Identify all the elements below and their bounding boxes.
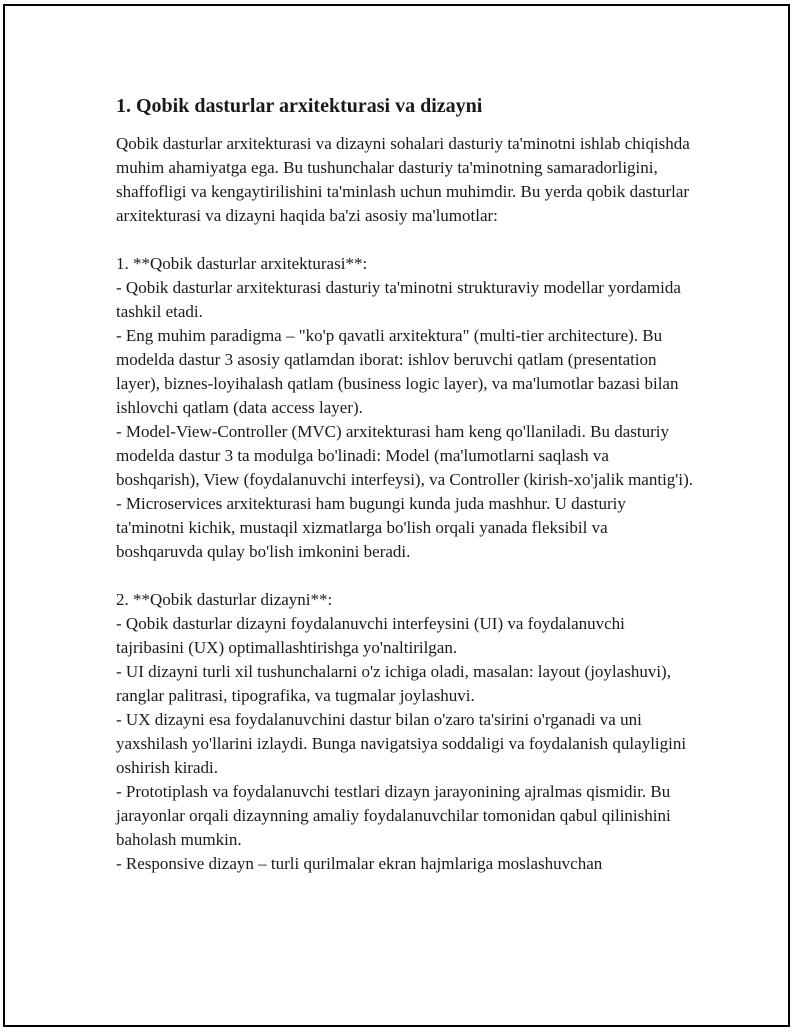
document-body: Qobik dasturlar arxitekturasi va dizayni sohalari dasturiy ta'minotni ishlab chiqishda muhim ahamiyatga ega. Bu tushunchalar dasturiy ta'minotning samaradorligini, shaffofligi va kengaytirilishini ta'minlash uchun muhimdir. Bu yerda qobik dasturlar arxitekturasi va dizayni haqida ba'zi asosiy ma'lumotlar: 1. **Qobik dasturlar arxitekturasi**: - Qobik dasturlar arxitekturasi dasturiy ta'minotni strukturaviy modellar yordamida tashkil etadi. - Eng muhim paradigma – "ko'p qavatli arxitektura" (multi-tier architecture). Bu modelda dastur 3 asosiy qatlamdan iborat: ishlov beruvchi qatlam (presentation layer), biznes-loyihalash qatlam (business logic layer), va ma'lumotlar bazasi bilan ishlovchi qatlam (data access layer). - Model-View-Controller (MVC) arxitekturasi ham keng qo'llaniladi. Bu dasturiy modelda dastur 3 ta modulga bo'linadi: Model (ma'lumotlarni saqlash va boshqarish), View (foydalanuvchi interfeysi), va Controller (kirish-xo'jalik mantig'i). - Microservices arxitekturasi ham bugungi kunda juda mashhur. U dasturiy ta'minotni kichik, mustaqil xizmatlarga bo'lish orqali yanada fleksibil va boshqaruvda qulay bo'lish imkonini beradi. 2. **Qobik dasturlar dizayni**: - Qobik dasturlar dizayni foydalanuvchi interfeysini (UI) va foydalanuvchi tajribasini (UX) optimallashtirishga yo'naltirilgan. - UI dizayni turli xil tushunchalarni o'z ichiga oladi, masalan: layout (joylashuvi), ranglar palitrasi, tipografika, va tugmalar joylashuvi. - UX dizayni esa foydalanuvchini dastur bilan o'zaro ta'sirini o'rganadi va uni yaxshilash yo'llarini izlaydi. Bunga navigatsiya soddaligi va foydalanish qulayligini oshirish kiradi. - Prototiplash va foydalanuvchi testlari dizayn jarayonining ajralmas qismidir. Bu jarayonlar orqali dizaynning amaliy foydalanuvchilar tomonidan qabul qilinishini baholash mumkin. - Responsive dizayn – turli qurilmalar ekran hajmlariga moslashuvchan [116,134,693,873]
document-content [116,92,696,876]
document-title: 1. Qobik dasturlar arxitekturasi va dizayni [116,95,483,117]
